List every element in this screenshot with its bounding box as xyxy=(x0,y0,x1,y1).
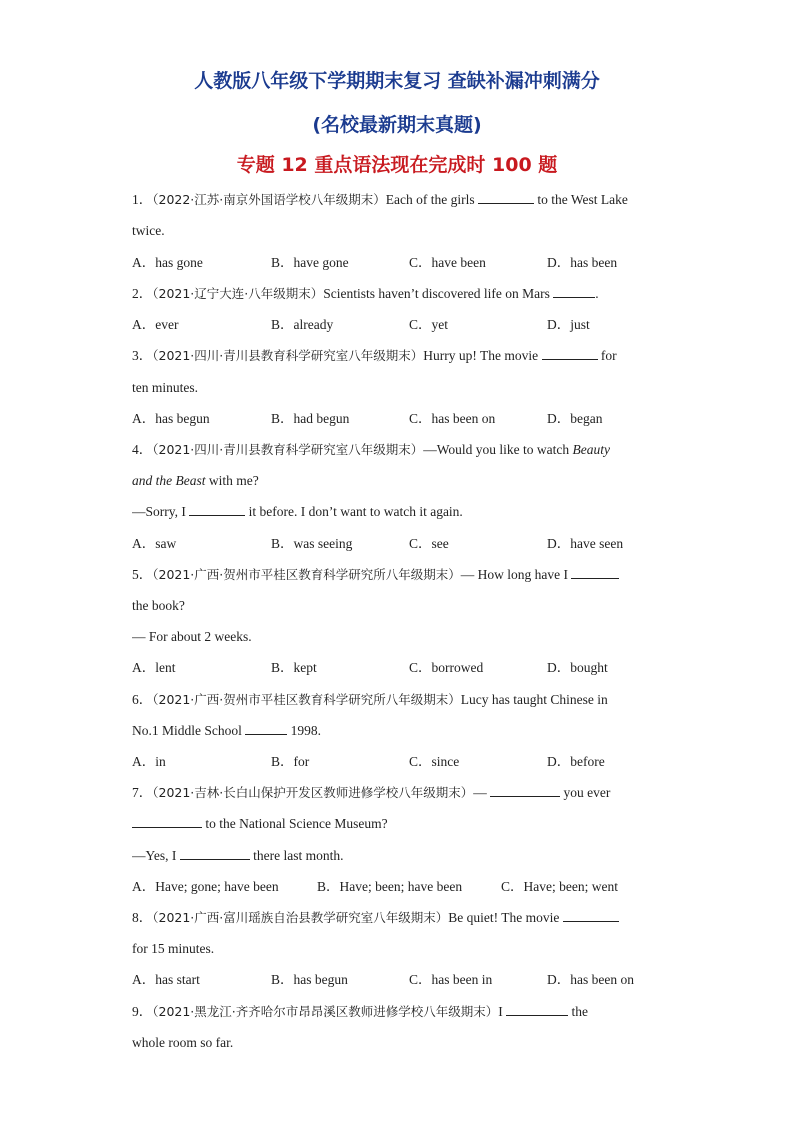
question-5-reply xyxy=(132,626,672,648)
question-text: ten minutes. xyxy=(132,380,198,395)
question-source: （2021·黑龙江·齐齐哈尔市昂昂溪区教师进修学校八年级期末） xyxy=(152,1004,499,1019)
question-text: Each of the girls xyxy=(385,192,478,207)
question-9-continued xyxy=(132,1032,672,1054)
option-c[interactable]: C．have been xyxy=(409,255,486,270)
answer-blank[interactable] xyxy=(478,189,534,204)
question-5-continued xyxy=(132,595,672,617)
option-d[interactable]: D．just xyxy=(547,317,590,332)
question-8-stem xyxy=(132,907,672,929)
question-text: Be quiet! The movie xyxy=(448,910,563,925)
question-text: for 15 minutes. xyxy=(132,941,215,956)
option-b[interactable]: B．already xyxy=(271,317,334,332)
question-3-options xyxy=(132,408,672,430)
question-number: 7． xyxy=(132,785,153,800)
question-text: —Yes, I xyxy=(132,848,180,863)
topic-title: 专题 12 重点语法现在完成时 100 题 xyxy=(236,154,558,176)
document-subtitle: (名校最新期末真题) xyxy=(312,114,482,136)
option-d[interactable]: D．has been on xyxy=(547,972,634,987)
question-6-stem xyxy=(132,689,672,711)
movie-title: and the Beast xyxy=(132,473,206,488)
question-7-options xyxy=(132,876,672,898)
answer-blank[interactable] xyxy=(245,720,287,735)
question-7-stem xyxy=(132,782,672,804)
question-3-continued xyxy=(132,377,672,399)
question-8-continued xyxy=(132,938,672,960)
option-d[interactable]: D．began xyxy=(547,411,603,426)
question-1-options xyxy=(132,252,672,274)
option-d[interactable]: D．before xyxy=(547,754,605,769)
question-text: with me? xyxy=(205,473,259,488)
question-5-stem xyxy=(132,564,672,586)
answer-blank[interactable] xyxy=(180,845,250,860)
question-text: . xyxy=(595,286,599,301)
answer-blank[interactable] xyxy=(571,564,619,579)
document-title: 人教版八年级下学期期末复习 查缺补漏冲刺满分 xyxy=(194,70,600,92)
question-4-reply xyxy=(132,501,672,523)
option-c[interactable]: C．has been on xyxy=(409,411,496,426)
answer-blank[interactable] xyxy=(563,907,619,922)
question-2-options xyxy=(132,314,672,336)
question-text: — For about 2 weeks. xyxy=(132,629,252,644)
question-text: —Would you like to watch xyxy=(423,442,573,457)
question-text: twice. xyxy=(132,223,165,238)
option-b[interactable]: B．kept xyxy=(271,660,317,675)
question-2-stem xyxy=(132,283,672,305)
question-6-options xyxy=(132,751,672,773)
option-d[interactable]: D．have seen xyxy=(547,536,624,551)
option-c[interactable]: C．has been in xyxy=(409,972,493,987)
question-number: 8． xyxy=(132,910,153,925)
question-5-options xyxy=(132,657,672,679)
question-4-continued xyxy=(132,470,672,492)
option-a[interactable]: A．ever xyxy=(132,317,179,332)
question-source: （2021·辽宁大连·八年级期末） xyxy=(152,286,324,301)
question-source: （2022·江苏·南京外国语学校八年级期末） xyxy=(152,192,386,207)
option-c[interactable]: C．borrowed xyxy=(409,660,484,675)
option-a[interactable]: A．has start xyxy=(132,972,200,987)
answer-blank[interactable] xyxy=(542,345,598,360)
question-number: 2． xyxy=(132,286,153,301)
question-number: 9． xyxy=(132,1004,153,1019)
question-text: Scientists haven’t discovered life on Mars xyxy=(323,286,554,301)
answer-blank[interactable] xyxy=(189,501,245,516)
question-text: the xyxy=(568,1004,589,1019)
question-6-continued xyxy=(132,720,672,742)
option-a[interactable]: A．Have; gone; have been xyxy=(132,879,279,894)
answer-blank[interactable] xyxy=(490,782,560,797)
question-text: to the National Science Museum? xyxy=(202,816,388,831)
question-number: 5． xyxy=(132,567,153,582)
question-source: （2021·广西·贺州市平桂区教育科学研究所八年级期末） xyxy=(152,692,461,707)
question-text: it before. I don’t want to watch it again. xyxy=(245,504,463,519)
question-4-options xyxy=(132,533,672,555)
option-b[interactable]: B．was seeing xyxy=(271,536,353,551)
question-7-reply xyxy=(132,845,672,867)
question-number: 3． xyxy=(132,348,153,363)
question-text: there last month. xyxy=(249,848,344,863)
question-source: （2021·四川·青川县教育科学研究室八年级期末） xyxy=(152,348,424,363)
option-b[interactable]: B．had begun xyxy=(271,411,350,426)
question-number: 6． xyxy=(132,692,153,707)
option-d[interactable]: D．has been xyxy=(547,255,618,270)
question-text: —Sorry, I xyxy=(132,504,190,519)
option-a[interactable]: A．saw xyxy=(132,536,177,551)
movie-title: Beauty xyxy=(572,442,611,457)
question-number: 1． xyxy=(132,192,153,207)
option-d[interactable]: D．bought xyxy=(547,660,608,675)
question-8-options xyxy=(132,969,672,991)
question-7-continued xyxy=(132,813,672,835)
question-1-continued xyxy=(132,220,672,242)
option-b[interactable]: B．for xyxy=(271,754,310,769)
question-text: Lucy has taught Chinese in xyxy=(460,692,608,707)
answer-blank[interactable] xyxy=(132,813,202,828)
question-text: to the West Lake xyxy=(534,192,628,207)
option-c[interactable]: C．yet xyxy=(409,317,448,332)
question-source: （2021·广西·贺州市平桂区教育科学研究所八年级期末） xyxy=(152,567,461,582)
question-text: — xyxy=(473,785,491,800)
question-source: （2021·广西·富川瑶族自治县教学研究室八年级期末） xyxy=(152,910,449,925)
question-3-stem xyxy=(132,345,672,367)
question-text: you ever xyxy=(560,785,611,800)
option-c[interactable]: C．since xyxy=(409,754,460,769)
question-text: Hurry up! The movie xyxy=(423,348,542,363)
question-text: 1998. xyxy=(287,723,321,738)
question-text: the book? xyxy=(132,598,185,613)
option-b[interactable]: B．have gone xyxy=(271,255,349,270)
question-text: for xyxy=(597,348,617,363)
question-4-stem xyxy=(132,439,672,461)
option-b[interactable]: B．Have; been; have been xyxy=(317,879,463,894)
answer-blank[interactable] xyxy=(506,1001,568,1016)
option-a[interactable]: A．lent xyxy=(132,660,176,675)
question-text: No.1 Middle School xyxy=(132,723,246,738)
question-text: — How long have I xyxy=(460,567,572,582)
option-a[interactable]: A．has begun xyxy=(132,411,210,426)
question-source: （2021·四川·青川县教育科学研究室八年级期末） xyxy=(152,442,424,457)
question-number: 4． xyxy=(132,442,153,457)
option-a[interactable]: A．has gone xyxy=(132,255,203,270)
question-1-stem xyxy=(132,189,672,211)
option-a[interactable]: A．in xyxy=(132,754,166,769)
question-text: I xyxy=(498,1004,507,1019)
option-c[interactable]: C．see xyxy=(409,536,449,551)
question-9-stem xyxy=(132,1001,672,1023)
question-text: whole room so far. xyxy=(132,1035,234,1050)
answer-blank[interactable] xyxy=(553,283,595,298)
option-c[interactable]: C．Have; been; went xyxy=(501,879,618,894)
question-source: （2021·吉林·长白山保护开发区教师进修学校八年级期末） xyxy=(152,785,474,800)
option-b[interactable]: B．has begun xyxy=(271,972,348,987)
